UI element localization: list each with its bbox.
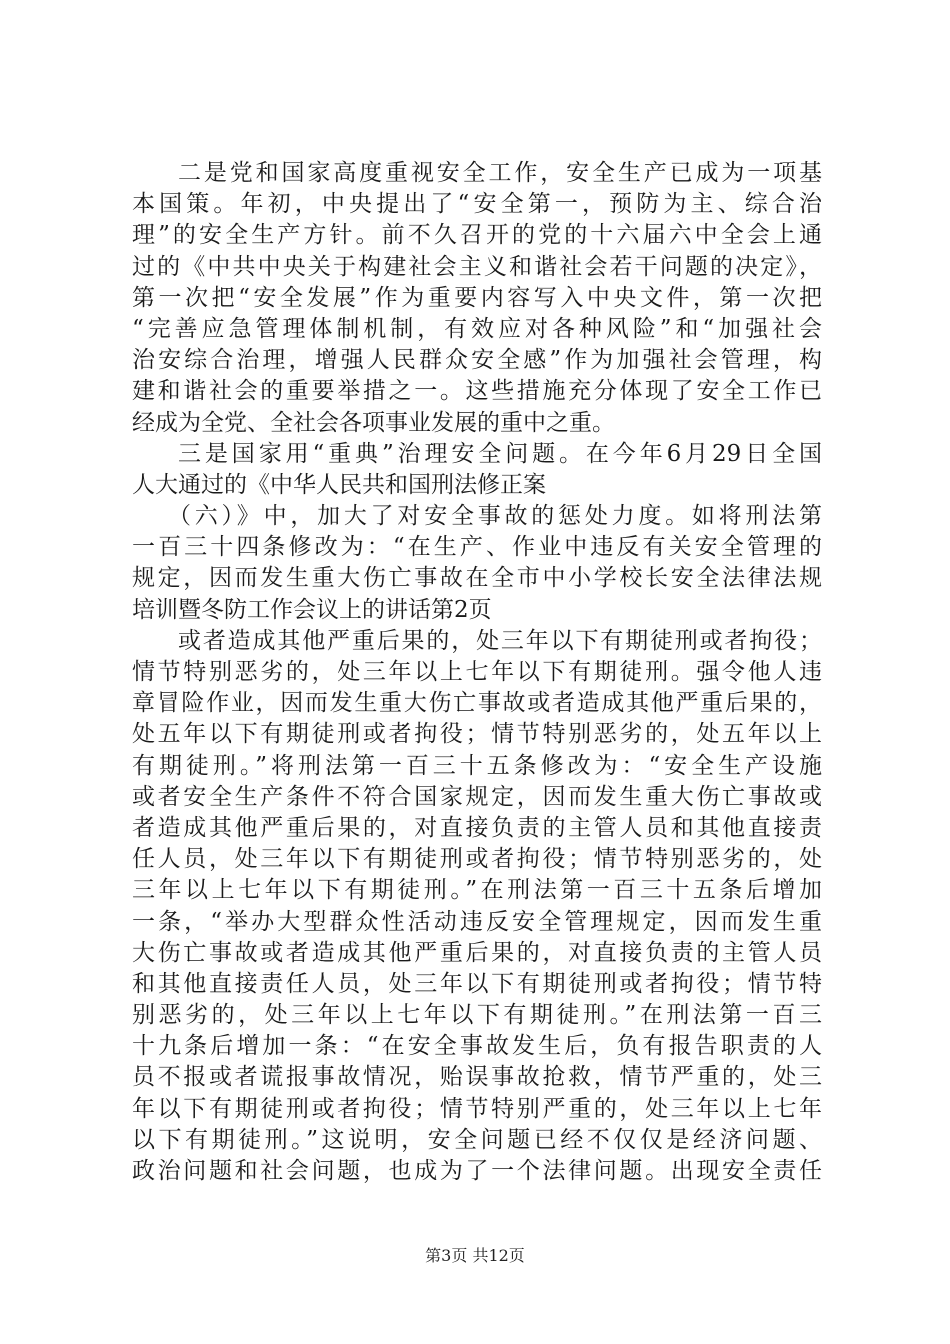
text-line: 或者造成其他严重后果的，处三年以下有期徒刑或者拘役； [178,627,822,654]
text-line: 章冒险作业，因而发生重大伤亡事故或者造成其他严重后果的， [132,690,822,717]
text-line: 建和谐社会的重要举措之一。这些措施充分体现了安全工作已 [132,378,822,405]
text-line: 过的《中共中央关于构建社会主义和谐社会若干问题的决定》， [132,253,822,280]
text-line: （六）》中，加大了对安全事故的惩处力度。如将刑法第 [168,503,822,530]
body-text [132,158,822,1187]
text-line: 别恶劣的，处三年以上七年以下有期徒刑。”在刑法第一百三 [132,1002,822,1029]
text-line: 培训暨冬防工作会议上的讲话第2页 [132,596,492,623]
page-footer: 第3页 共12页 [425,1246,525,1265]
text-line: 一百三十四条修改为：“在生产、作业中违反有关安全管理的 [132,534,822,561]
text-line: 本国策。年初，中央提出了“安全第一，预防为主、综合治 [132,191,822,218]
text-line: “完善应急管理体制机制，有效应对各种风险”和“加强社会 [132,315,822,342]
text-line: 年以下有期徒刑或者拘役；情节特别严重的，处三年以上七年 [132,1095,822,1122]
text-line: 人大通过的《中华人民共和国刑法修正案 [132,471,546,498]
text-line: 三年以上七年以下有期徒刑。”在刑法第一百三十五条后增加 [132,877,822,904]
text-line: 以下有期徒刑。”这说明，安全问题已经不仅仅是经济问题、 [132,1126,822,1153]
text-line: 一条，“举办大型群众性活动违反安全管理规定，因而发生重 [132,908,822,935]
text-line: 大伤亡事故或者造成其他严重后果的，对直接负责的主管人员 [132,939,822,966]
text-line: 二是党和国家高度重视安全工作，安全生产已成为一项基 [178,160,822,186]
text-line: 和其他直接责任人员，处三年以下有期徒刑或者拘役；情节特 [132,970,822,997]
text-line: 规定，因而发生重大伤亡事故在全市中小学校长安全法律法规 [132,565,822,592]
text-line: 者造成其他严重后果的，对直接负责的主管人员和其他直接责 [132,814,822,841]
text-line: 十九条后增加一条：“在安全事故发生后，负有报告职责的人 [132,1033,822,1060]
text-line: 或者安全生产条件不符合国家规定，因而发生重大伤亡事故或 [132,783,822,810]
text-line: 有期徒刑。”将刑法第一百三十五条修改为：“安全生产设施 [132,752,822,779]
text-line: 三是国家用“重典”治理安全问题。在今年6月29日全国 [178,440,822,467]
text-line: 任人员，处三年以下有期徒刑或者拘役；情节特别恶劣的，处 [132,846,822,873]
text-line: 第一次把“安全发展”作为重要内容写入中央文件，第一次把 [132,284,822,311]
text-line: 政治问题和社会问题，也成为了一个法律问题。出现安全责任 [132,1158,822,1184]
text-line: 处五年以下有期徒刑或者拘役；情节特别恶劣的，处五年以上 [132,721,822,748]
text-line: 理”的安全生产方针。前不久召开的党的十六届六中全会上通 [132,222,822,249]
text-line: 员不报或者谎报事故情况，贻误事故抢救，情节严重的，处三 [132,1064,822,1091]
text-line: 情节特别恶劣的，处三年以上七年以下有期徒刑。强令他人违 [132,659,822,685]
text-line: 治安综合治理，增强人民群众安全感”作为加强社会管理，构 [132,347,822,374]
text-line: 经成为全党、全社会各项事业发展的重中之重。 [132,409,615,436]
